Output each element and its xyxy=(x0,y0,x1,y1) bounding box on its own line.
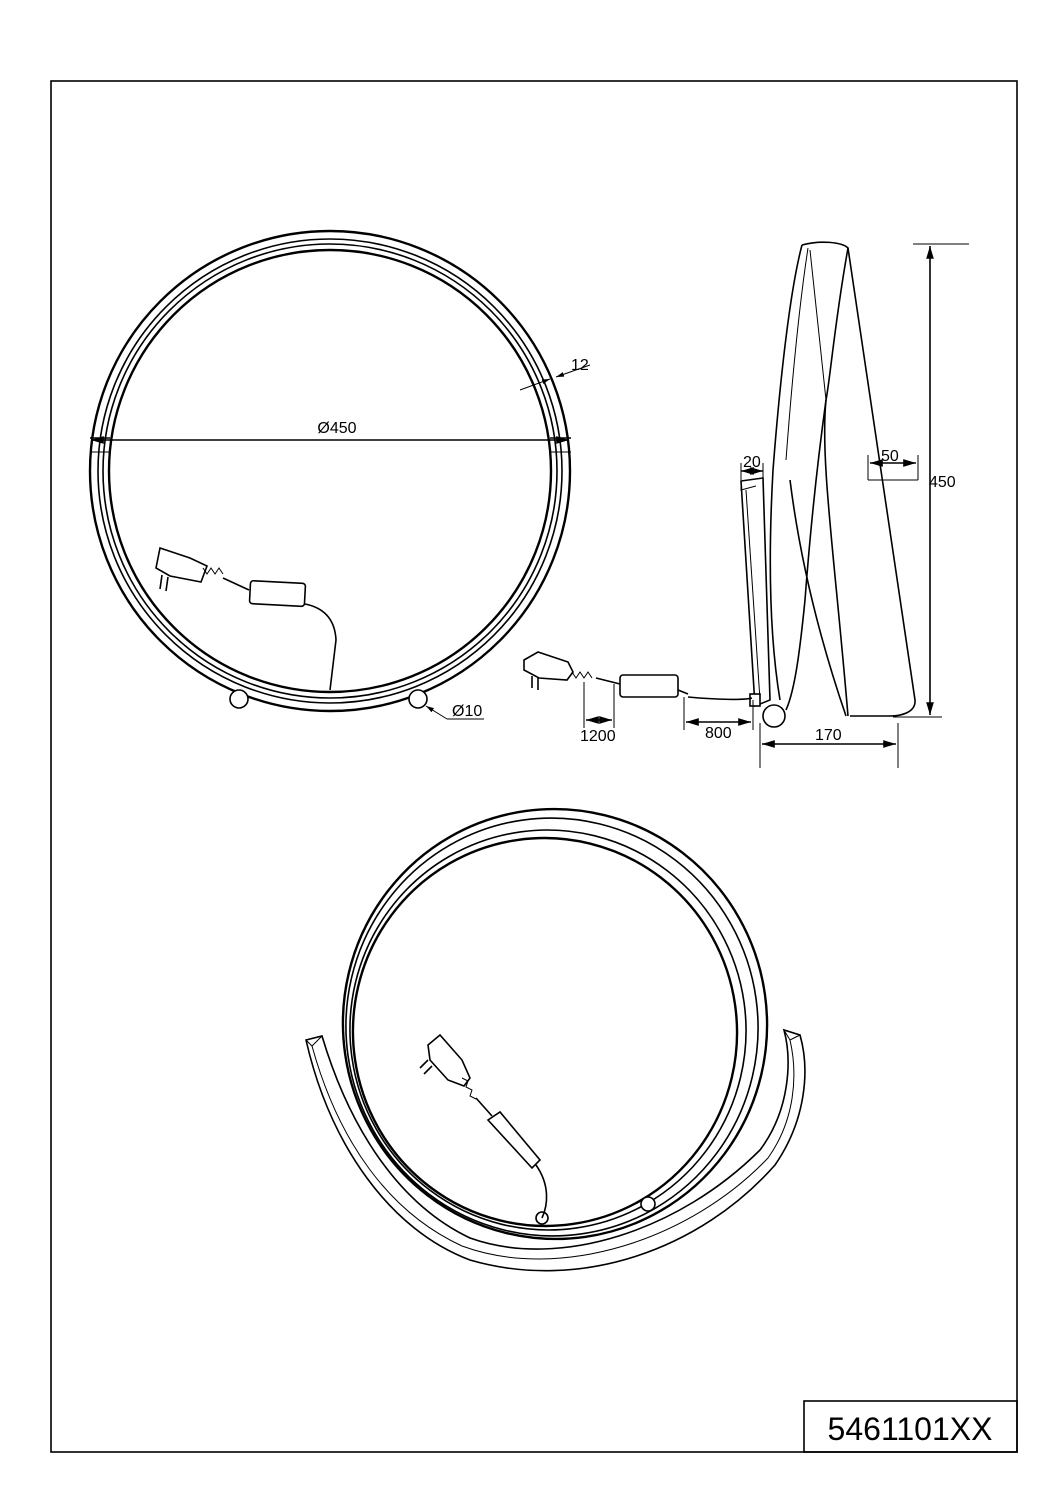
side-power-adapter xyxy=(524,652,752,699)
front-power-adapter xyxy=(156,548,336,690)
depth-dimension xyxy=(760,723,898,768)
ring-thickness-label: 12 xyxy=(571,357,589,374)
top-width-label: 50 xyxy=(881,448,899,465)
foot-diameter-label: Ø10 xyxy=(452,703,483,720)
foot-dimension xyxy=(426,703,484,720)
perspective-view xyxy=(306,782,805,1271)
end-width-dimension xyxy=(741,454,763,480)
depth-label: 170 xyxy=(815,727,842,744)
cable-adapter-dimension xyxy=(580,682,616,745)
front-view xyxy=(90,231,590,720)
height-label: 450 xyxy=(929,474,956,491)
side-ribbon xyxy=(741,242,915,716)
front-ring xyxy=(90,231,570,711)
perspective-power-adapter xyxy=(420,1035,547,1218)
cable-switch-label: 800 xyxy=(705,725,732,742)
sheet-border xyxy=(51,81,1017,1452)
diameter-label: Ø450 xyxy=(317,420,357,437)
diameter-dimension xyxy=(91,420,569,440)
model-number: 5461101XX xyxy=(827,1411,993,1447)
perspective-band xyxy=(306,1030,805,1271)
side-foot xyxy=(763,705,785,727)
perspective-ring xyxy=(315,782,795,1267)
title-block xyxy=(804,1401,1017,1452)
cable-switch-dimension xyxy=(684,697,753,742)
end-width-label: 20 xyxy=(743,454,761,471)
side-view xyxy=(524,242,969,768)
cable-adapter-label: 1200 xyxy=(580,728,616,745)
top-width-dimension xyxy=(868,448,918,480)
